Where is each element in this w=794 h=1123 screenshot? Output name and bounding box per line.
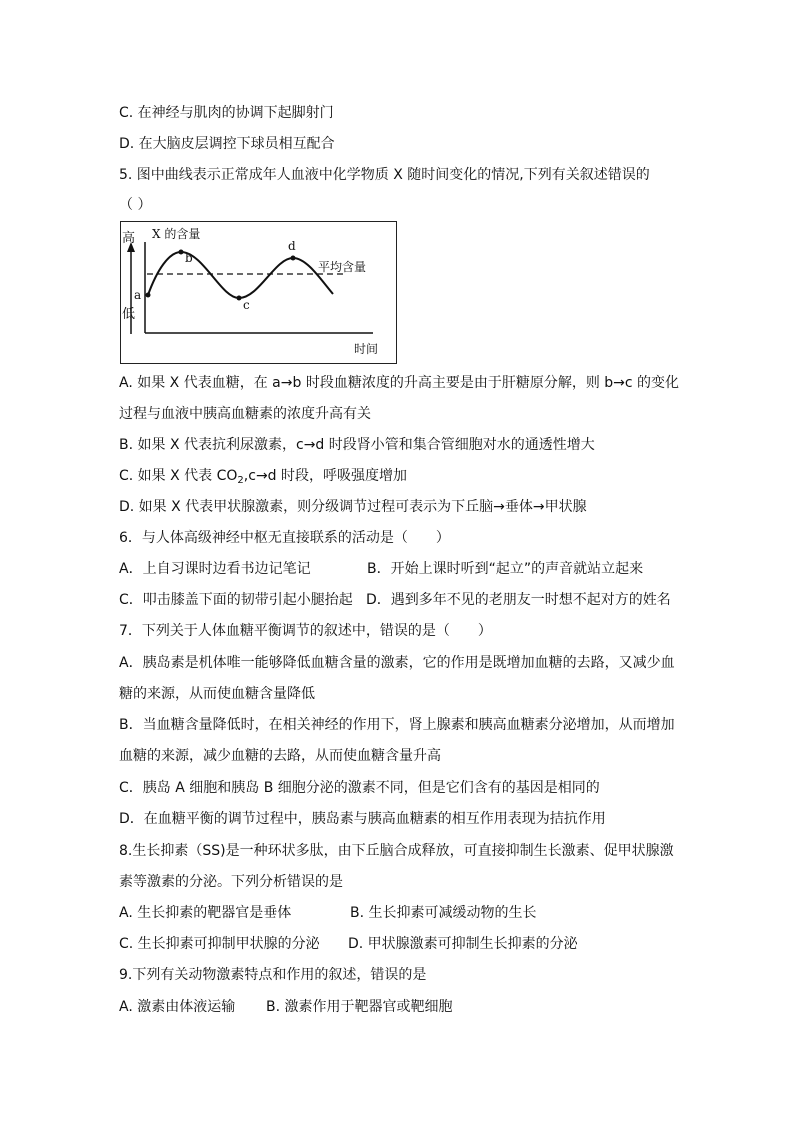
q4-option-c: C. 在神经与肌肉的协调下起脚射门 — [119, 105, 334, 121]
q6-option-d: D．遇到多年不见的老朋友一时想不起对方的姓名 — [366, 592, 671, 608]
q5-option-a-line1: A. 如果 X 代表血糖，在 a→b 时段血糖浓度的升高主要是由于肝糖原分解，则 b→c 的变化 — [119, 375, 680, 391]
q7-option-b-line1: B．当血糖含量降低时，在相关神经的作用下，肾上腺素和胰高血糖素分泌增加，从而增加 — [119, 717, 675, 733]
point-c — [237, 296, 242, 301]
q7-option-b-line2: 血糖的来源，减少血糖的去路，从而使血糖含量升高 — [119, 748, 441, 764]
q8-stem-line2: 素等激素的分泌。下列分析错误的是 — [119, 874, 343, 890]
q5-option-c-subscript: 2 — [237, 475, 244, 486]
point-a — [146, 293, 151, 298]
label-point-a: a — [134, 288, 142, 302]
q5-option-a-line2: 过程与血液中胰高血糖素的浓度升高有关 — [119, 406, 371, 422]
label-point-d: d — [288, 239, 296, 253]
q6-stem: 6．与人体高级神经中枢无直接联系的活动是（ ） — [119, 530, 450, 546]
q5-option-d: D. 如果 X 代表甲状腺激素，则分级调节过程可表示为下丘脑→垂体→甲状腺 — [119, 499, 587, 515]
q7-option-a-line2: 糖的来源，从而使血糖含量降低 — [119, 686, 315, 702]
q8-option-b: B. 生长抑素可减缓动物的生长 — [350, 905, 537, 921]
label-high: 高 — [122, 231, 136, 246]
label-y-axis: X 的含量 — [152, 227, 201, 241]
q8-option-c: C. 生长抑素可抑制甲状腺的分泌 — [119, 936, 320, 952]
q7-option-a-line1: A．胰岛素是机体唯一能够降低血糖含量的激素，它的作用是既增加血糖的去路，又减少血 — [119, 655, 675, 671]
q9-option-a: A. 激素由体液运输 — [119, 999, 236, 1015]
q8-option-d: D. 甲状腺激素可抑制生长抑素的分泌 — [348, 936, 578, 952]
q5-answer-paren: （ ） — [119, 197, 152, 213]
q5-stem: 5. 图中曲线表示正常成年人血液中化学物质 X 随时间变化的情况,下列有关叙述错误的 — [119, 167, 650, 183]
q8-stem-line1: 8.生长抑素（SS)是一种环状多肽，由下丘脑合成释放，可直接抑制生长激素、促甲状腺激 — [119, 843, 674, 859]
q8-option-a: A. 生长抑素的靶器官是垂体 — [119, 905, 292, 921]
point-d — [291, 256, 296, 261]
q9-option-b: B. 激素作用于靶器官或靶细胞 — [266, 999, 453, 1015]
q9-stem: 9.下列有关动物激素特点和作用的叙述，错误的是 — [119, 967, 427, 983]
label-x-axis: 时间 — [354, 342, 379, 356]
label-point-c: c — [243, 298, 250, 312]
q4-option-d: D. 在大脑皮层调控下球员相互配合 — [119, 136, 335, 152]
q5-figure — [120, 221, 397, 364]
x-curve — [148, 252, 333, 298]
point-b — [179, 250, 184, 255]
q5-option-c — [119, 467, 407, 485]
label-low: 低 — [122, 307, 136, 322]
q7-option-d: D．在血糖平衡的调节过程中，胰岛素与胰高血糖素的相互作用表现为拮抗作用 — [119, 811, 606, 827]
q5-option-b: B. 如果 X 代表抗利尿激素，c→d 时段肾小管和集合管细胞对水的通透性增大 — [119, 437, 595, 453]
q7-stem: 7．下列关于人体血糖平衡调节的叙述中，错误的是（ ） — [119, 623, 492, 639]
q6-option-a: A．上自习课时边看书边记笔记 — [119, 561, 311, 577]
q6-option-b: B．开始上课时听到“起立”的声音就站立起来 — [367, 561, 644, 577]
label-point-b: b — [185, 251, 193, 265]
q6-option-c: C．叩击膝盖下面的韧带引起小腿抬起 — [119, 592, 353, 608]
q7-option-c: C．胰岛 A 细胞和胰岛 B 细胞分泌的激素不同，但是它们含有的基因是相同的 — [119, 780, 600, 796]
label-average: 平均含量 — [318, 260, 367, 274]
q5-option-c-suffix: ,c→d 时段，呼吸强度增加 — [243, 468, 408, 484]
q5-option-c-prefix: C. 如果 X 代表 CO — [119, 468, 238, 484]
